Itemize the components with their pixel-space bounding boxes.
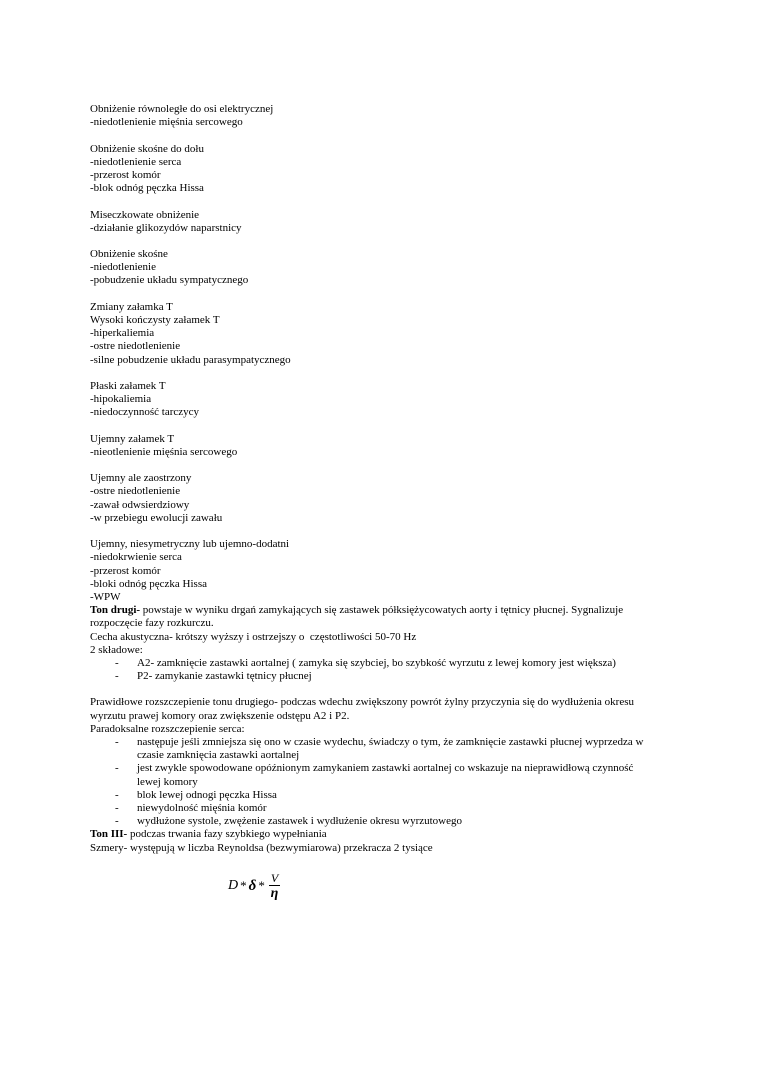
bullet-text: P2- zamykanie zastawki tętnicy płucnej — [137, 670, 312, 683]
st-block-oblique — [90, 248, 730, 288]
list-item: -niedotlenienie serca — [90, 155, 182, 168]
bullet-text: następuje jeśli zmniejsza się ono w czasie wydechu, świadczy o tym, że zamknięcie zastawki płucnej wyprzedza w — [137, 736, 644, 748]
section-heading: Obniżenie skośne do dołu — [90, 142, 204, 155]
paragraph-text: powstaje w wyniku drgań zamykających się zastawek półksiężycowatych aorty i tętnicy płucnej. Sygnalizuje — [142, 604, 624, 617]
bullet-item — [90, 736, 730, 749]
bullet-text: blok lewej odnogi pęczka Hissa — [137, 788, 277, 801]
bullet-marker: - — [115, 656, 119, 669]
list-label: Paradoksalne rozszczepienie serca: — [90, 722, 245, 735]
list-item: -hipokaliemia — [90, 393, 152, 406]
st-block-bowl — [90, 209, 730, 235]
list-item: -zawał odwsierdziowy — [90, 498, 190, 511]
subsection-heading: Wysoki kończysty załamek T — [90, 314, 220, 326]
st-block-parallel — [90, 103, 730, 129]
paragraph-line — [90, 828, 730, 841]
section-heading: Zmiany załamka T — [90, 300, 173, 313]
bullet-marker: - — [115, 736, 119, 748]
t-wave-block-negative — [90, 433, 730, 459]
bullet-text: wydłużone systole, zwężenie zastawek i wydłużenie okresu wyrzutowego — [137, 815, 462, 828]
formula-fraction — [269, 871, 280, 902]
list-item: -pobudzenie układu sympatycznego — [90, 274, 249, 287]
term-label: Ton drugi- — [90, 604, 141, 617]
bullet-marker: - — [115, 815, 119, 828]
bullet-item — [90, 789, 730, 802]
term-label: Ton III- — [90, 828, 128, 841]
bullet-item — [90, 802, 730, 815]
bullet-continuation: lewej komory — [137, 775, 198, 788]
list-item: -niedokrwienie serca — [90, 551, 182, 564]
bullet-continuation: czasie zamknięcia zastawki aortalnej — [137, 749, 300, 762]
list-item: -w przebiegu ewolucji zawału — [90, 511, 223, 524]
section-heading: Płaski załamek T — [90, 379, 166, 392]
list-item: -WPW — [90, 590, 121, 603]
document-page — [90, 103, 730, 855]
formula-variable-d: D — [228, 878, 239, 893]
list-item: -niedoczynność tarczycy — [90, 406, 200, 419]
bullet-marker: - — [115, 788, 119, 801]
section-heading: Ujemny, niesymetryczny lub ujemno-dodatni — [90, 538, 290, 551]
bullet-marker: - — [115, 762, 119, 775]
paragraph-text: podczas trwania fazy szybkiego wypełniania — [129, 828, 327, 841]
formula-numerator: V — [270, 870, 279, 885]
bullet-item — [90, 657, 730, 670]
formula-multiply: * — [240, 878, 247, 893]
bullet-text: A2- zamknięcie zastawki aortalnej ( zamyka się szybciej, bo szybkość wyrzutu z lewej komory jest większa) — [137, 656, 616, 669]
list-item: -blok odnóg pęczka Hissa — [90, 182, 204, 195]
list-label: 2 składowe: — [90, 643, 143, 656]
section-heading: Obniżenie równoległe do osi elektrycznej — [90, 103, 274, 115]
t-wave-block-flat — [90, 380, 730, 420]
section-heading: Ujemny załamek T — [90, 432, 175, 445]
list-item: -przerost komór — [90, 564, 161, 577]
formula-denominator: η — [270, 885, 279, 901]
bullet-text: niewydolność mięśnia komór — [137, 801, 267, 814]
paragraph-line: Szmery- występują w liczba Reynoldsa (bezwymiarowa) przekracza 2 tysiące — [90, 841, 433, 854]
reynolds-formula — [228, 869, 280, 903]
list-item: -hiperkaliemia — [90, 327, 155, 340]
formula-multiply: * — [258, 878, 265, 893]
bullet-text: jest zwykle spowodowane opóźnionym zamykaniem zastawki aortalnej co wskazuje na nieprawidłową czynność — [137, 762, 634, 775]
paragraph-line: Cecha akustyczna- krótszy wyższy i ostrzejszy o częstotliwości 50-70 Hz — [90, 630, 417, 643]
list-item: -niedotlenienie mięśnia sercowego — [90, 116, 243, 129]
list-item: -ostre niedotlenienie — [90, 485, 181, 498]
list-item: -działanie glikozydów naparstnicy — [90, 221, 242, 234]
t-wave-block-asymmetric — [90, 538, 730, 604]
section-heading: Obniżenie skośne — [90, 248, 168, 261]
section-heading: Miseczkowate obniżenie — [90, 208, 200, 221]
t-wave-block-negative-sharp — [90, 472, 730, 525]
bullet-item — [90, 762, 730, 775]
bullet-marker: - — [115, 670, 119, 683]
list-item: -nieotlenienie mięśnia sercowego — [90, 445, 238, 458]
list-item: -bloki odnóg pęczka Hissa — [90, 577, 207, 590]
paragraph-line: rozpoczęcie fazy rozkurczu. — [90, 617, 214, 630]
paragraph-line: wyrzutu prawej komory oraz zwiększenie odstępu A2 i P2. — [90, 709, 350, 722]
splitting-section — [90, 696, 730, 828]
list-item: -ostre niedotlenienie — [90, 340, 181, 353]
paragraph-line: Prawidłowe rozszczepienie tonu drugiego- podczas wdechu zwiększony powrót żylny przyczynia się do wydłużenia okresu — [90, 696, 635, 709]
bullet-marker: - — [115, 801, 119, 814]
list-item: -silne pobudzenie układu parasympatycznego — [90, 353, 291, 366]
st-block-oblique-down — [90, 143, 730, 196]
t-wave-block-tall — [90, 301, 730, 367]
list-item: -niedotlenienie — [90, 261, 156, 274]
section-heading: Ujemny ale zaostrzony — [90, 472, 192, 485]
formula-variable-delta: δ — [248, 877, 257, 894]
second-sound-section — [90, 604, 730, 683]
bullet-item — [90, 815, 730, 828]
list-item: -przerost komór — [90, 168, 161, 181]
paragraph-line — [90, 604, 730, 617]
bullet-item — [90, 670, 730, 683]
